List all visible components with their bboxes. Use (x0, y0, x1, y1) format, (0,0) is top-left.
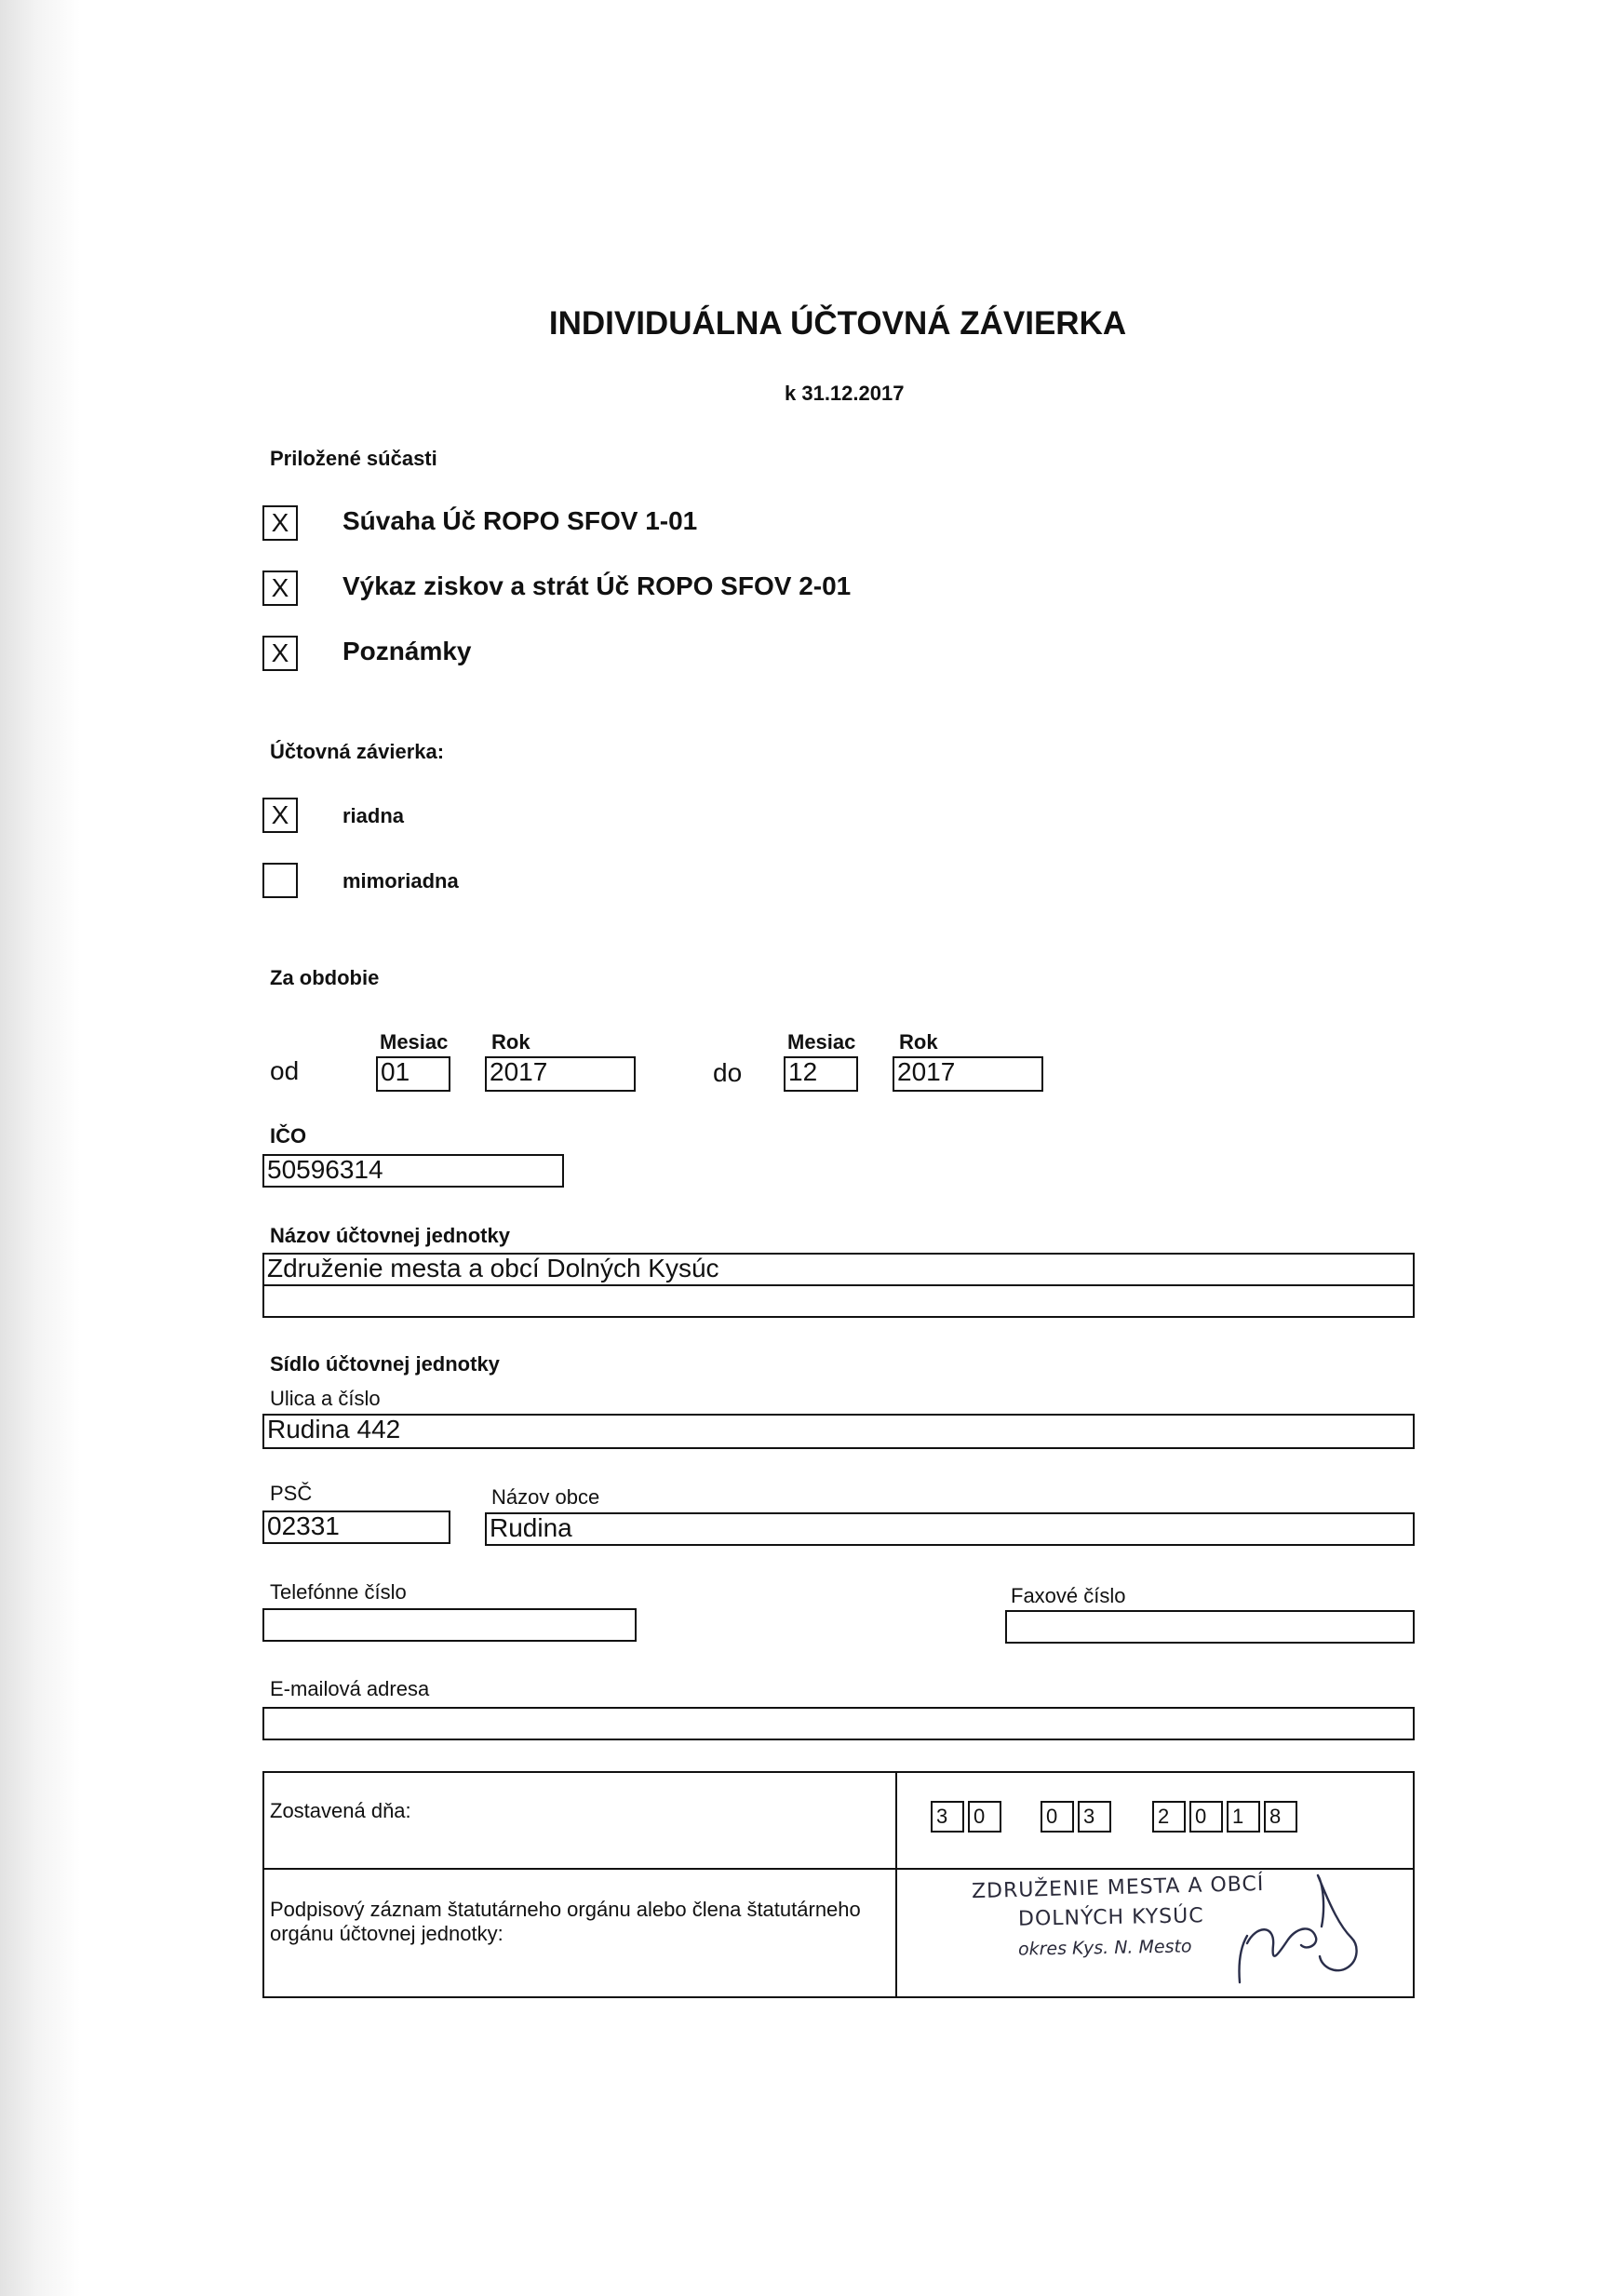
date-year-digit-1[interactable]: 2 (1152, 1801, 1186, 1833)
closing-type-label: Účtovná závierka: (270, 740, 445, 763)
from-month-field[interactable]: 01 (376, 1056, 450, 1092)
period-label: Za obdobie (270, 966, 380, 989)
ico-field[interactable]: 50596314 (262, 1154, 564, 1188)
attached-parts-label: Priložené súčasti (270, 447, 437, 470)
item-balance-sheet: Súvaha Úč ROPO SFOV 1-01 (342, 506, 698, 535)
option-regular: riadna (342, 804, 405, 827)
date-year-digit-3[interactable]: 1 (1227, 1801, 1260, 1833)
to-month-field[interactable]: 12 (784, 1056, 858, 1092)
checkbox-balance-sheet[interactable]: X (262, 505, 298, 541)
checkbox-notes[interactable]: X (262, 636, 298, 671)
unit-name-field-line1[interactable]: Združenie mesta a obcí Dolných Kysúc (262, 1253, 1415, 1286)
option-extraordinary: mimoriadna (342, 869, 459, 893)
seat-label: Sídlo účtovnej jednotky (270, 1352, 500, 1376)
checkbox-income-statement[interactable]: X (262, 571, 298, 606)
unit-name-label: Názov účtovnej jednotky (270, 1224, 510, 1247)
psc-field[interactable]: 02331 (262, 1511, 450, 1544)
table-row-divider (264, 1868, 1413, 1870)
as-of-date: k 31.12.2017 (785, 382, 905, 405)
phone-label: Telefónne číslo (270, 1580, 407, 1604)
from-month-label: Mesiac (380, 1030, 449, 1054)
checkbox-regular[interactable]: X (262, 798, 298, 833)
to-year-field[interactable]: 2017 (893, 1056, 1043, 1092)
municipality-field[interactable]: Rudina (485, 1512, 1415, 1546)
scan-edge-shadow (0, 0, 80, 2296)
unit-name-field-line2[interactable] (262, 1284, 1415, 1318)
email-label: E-mailová adresa (270, 1677, 430, 1700)
to-year-label: Rok (899, 1030, 938, 1054)
item-income-statement: Výkaz ziskov a strát Úč ROPO SFOV 2-01 (342, 571, 852, 600)
stamp-line1: ZDRUŽENIE MESTA A OBCÍ (971, 1872, 1265, 1904)
stamp-line3: okres Kys. N. Mesto (1017, 1936, 1192, 1960)
document-title: INDIVIDUÁLNA ÚČTOVNÁ ZÁVIERKA (548, 305, 1127, 342)
from-year-label: Rok (491, 1030, 530, 1054)
date-year-digit-2[interactable]: 0 (1189, 1801, 1223, 1833)
to-label: do (713, 1058, 743, 1087)
date-year-digit-4[interactable]: 8 (1264, 1801, 1297, 1833)
from-year-field[interactable]: 2017 (485, 1056, 636, 1092)
stamp-line2: DOLNÝCH KYSÚC (1017, 1904, 1204, 1931)
street-label: Ulica a číslo (270, 1387, 381, 1410)
to-month-label: Mesiac (787, 1030, 856, 1054)
date-day-digit-2[interactable]: 0 (968, 1801, 1001, 1833)
handwritten-signature (1229, 1871, 1368, 1996)
item-notes: Poznámky (342, 637, 472, 665)
psc-label: PSČ (270, 1482, 313, 1505)
email-field[interactable] (262, 1707, 1415, 1740)
date-month-digit-1[interactable]: 0 (1041, 1801, 1074, 1833)
fax-field[interactable] (1005, 1610, 1415, 1644)
fax-label: Faxové číslo (1011, 1584, 1126, 1607)
table-column-divider (895, 1773, 897, 1996)
street-field[interactable]: Rudina 442 (262, 1414, 1415, 1449)
municipality-label: Názov obce (491, 1485, 600, 1509)
date-month-digit-2[interactable]: 3 (1078, 1801, 1111, 1833)
checkbox-extraordinary[interactable] (262, 863, 298, 898)
from-label: od (270, 1056, 300, 1085)
date-day-digit-1[interactable]: 3 (931, 1801, 964, 1833)
signature-label-line1: Podpisový záznam štatutárneho orgánu alebo člena štatutárneho (270, 1898, 861, 1921)
phone-field[interactable] (262, 1608, 637, 1642)
compiled-label: Zostavená dňa: (270, 1799, 411, 1822)
signature-label-line2: orgánu účtovnej jednotky: (270, 1922, 504, 1945)
ico-label: IČO (270, 1124, 307, 1148)
